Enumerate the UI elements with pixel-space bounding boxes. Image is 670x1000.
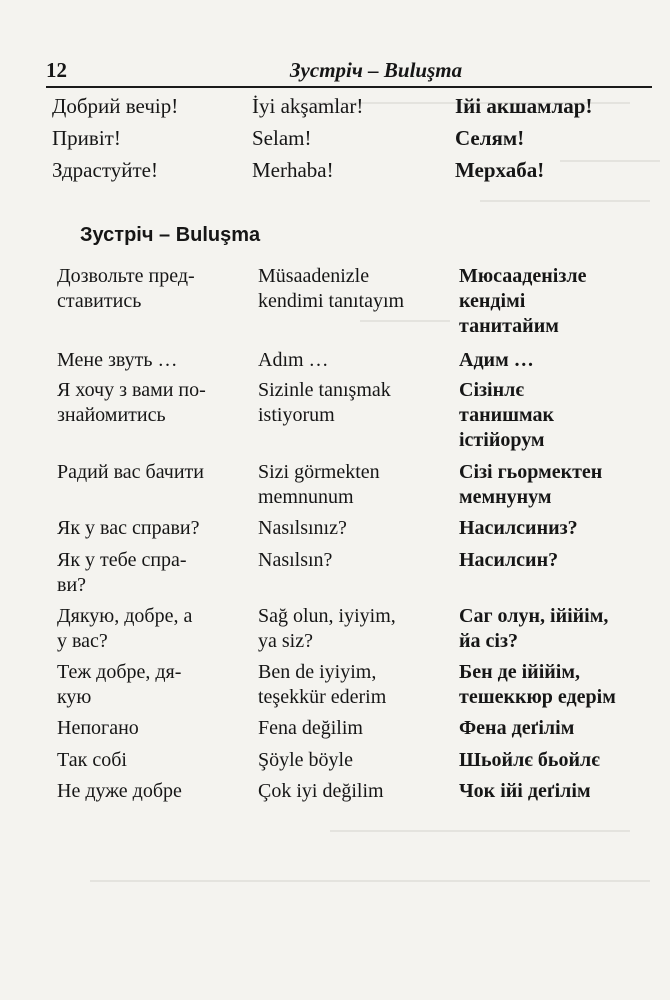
transliteration: Адим … <box>459 349 534 371</box>
running-title: Зустріч – Buluşma <box>289 58 463 82</box>
transliteration: Ійі акшамлар! <box>455 94 593 118</box>
turkish-phrase: Nasılsın? <box>258 549 333 571</box>
ukrainian-phrase: Дякую, добре, а у вас? <box>57 605 193 652</box>
ukrainian-phrase: Як у вас справи? <box>57 517 200 539</box>
ukrainian-phrase: Так собі <box>57 749 127 771</box>
ukrainian-phrase: Я хочу з вами по- знайомитись <box>57 379 206 426</box>
bleed-through <box>330 830 630 832</box>
turkish-phrase: Sizi görmekten memnunum <box>258 461 380 508</box>
transliteration: Фена деґілім <box>459 717 575 739</box>
ukrainian-phrase: Як у тебе спра- ви? <box>57 549 187 596</box>
turkish-phrase: Sizinle tanışmak istiyorum <box>258 379 391 426</box>
transliteration: Чок ійі деґілім <box>459 780 591 802</box>
transliteration: Сізінлє танишмак істійорум <box>459 379 555 451</box>
transliteration: Селям! <box>455 126 525 150</box>
page-number: 12 <box>46 58 67 82</box>
ukrainian-phrase: Мене звуть … <box>57 349 178 371</box>
turkish-phrase: İyi akşamlar! <box>252 94 364 118</box>
turkish-phrase: Selam! <box>252 126 312 150</box>
ukrainian-phrase: Радий вас бачити <box>57 461 204 483</box>
turkish-phrase: Nasılsınız? <box>258 517 347 539</box>
section-heading: Зустріч – Buluşma <box>80 224 261 246</box>
ukrainian-phrase: Дозвольте пред- ставитись <box>57 265 195 312</box>
turkish-phrase: Adım … <box>258 349 329 371</box>
ukrainian-phrase: Не дуже добре <box>57 780 182 802</box>
turkish-phrase: Çok iyi değilim <box>258 780 384 802</box>
turkish-phrase: Merhaba! <box>252 158 334 182</box>
transliteration: Шьойлє бьойлє <box>459 749 600 771</box>
turkish-phrase: Fena değilim <box>258 717 363 739</box>
turkish-phrase: Şöyle böyle <box>258 749 353 771</box>
ukrainian-phrase: Непогано <box>57 717 139 739</box>
transliteration: Саг олун, ійійім, йа сіз? <box>459 605 609 652</box>
transliteration: Сізі гьормектен мемнунум <box>459 461 603 508</box>
bleed-through <box>360 320 450 322</box>
ukrainian-phrase: Здрастуйте! <box>52 158 158 182</box>
transliteration: Насилсин? <box>459 549 559 571</box>
transliteration: Насилсиниз? <box>459 517 578 539</box>
transliteration: Мерхаба! <box>455 158 545 182</box>
ukrainian-phrase: Привіт! <box>52 126 121 150</box>
transliteration: Мюсааденізле кендімі танитайим <box>459 265 587 337</box>
ukrainian-phrase: Добрий вечір! <box>52 94 179 118</box>
transliteration: Бен де ійійім, тешеккюр едерім <box>459 661 616 708</box>
turkish-phrase: Sağ olun, iyiyim, ya siz? <box>258 605 396 652</box>
page-header <box>46 56 652 88</box>
turkish-phrase: Ben de iyiyim, teşekkür ederim <box>258 661 387 708</box>
bleed-through <box>480 200 650 202</box>
turkish-phrase: Müsaadenizle kendimi tanıtayım <box>258 265 405 312</box>
bleed-through <box>90 880 650 882</box>
ukrainian-phrase: Теж добре, дя- кую <box>57 661 182 708</box>
